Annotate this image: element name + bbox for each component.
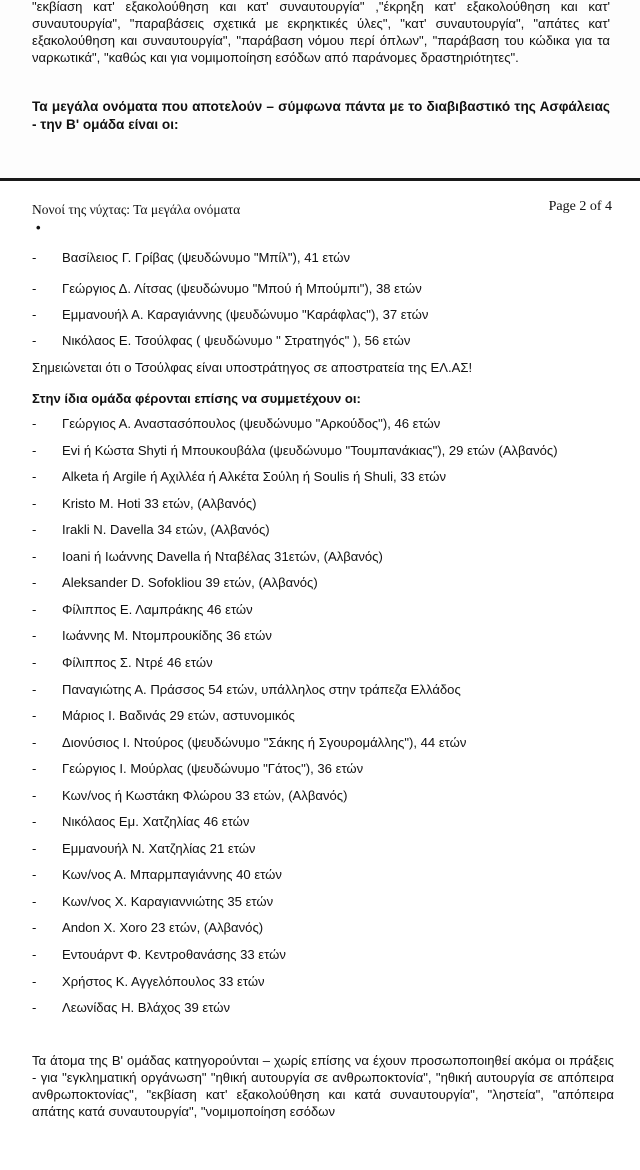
list-dash: - [32, 250, 37, 265]
participant-entry: Κων/νος ή Κωστάκη Φλώρου 33 ετών, (Αλβανός) [62, 788, 348, 803]
participant-entry: Alketa ή Argile ή Αχιλλέα ή Αλκέτα Σούλη ή Soulis ή Shuli, 33 ετών [62, 469, 447, 484]
list-item [32, 918, 622, 938]
participant-entry: Ιωάννης Μ. Ντομπρουκίδης 36 ετών [62, 628, 272, 643]
participant-entry: Διονύσιος Ι. Ντούρος (ψευδώνυμο "Σάκης ή Σγουρομάλλης"), 44 ετών [62, 735, 467, 750]
list-dash: - [32, 469, 37, 484]
member-entry: Εμμανουήλ Α. Καραγιάννης (ψευδώνυμο "Καράφλας"), 37 ετών [62, 307, 429, 322]
list-dash: - [32, 496, 37, 511]
list-dash: - [32, 894, 37, 909]
list-dash: - [32, 788, 37, 803]
page-indicator: Page 2 of 4 [548, 199, 612, 214]
list-dash: - [32, 761, 37, 776]
list-dash: - [32, 735, 37, 750]
list-item [32, 653, 622, 673]
list-dash: - [32, 443, 37, 458]
participant-entry: Γεώργιος Α. Αναστασόπουλος (ψευδώνυμο "Αρκούδος"), 46 ετών [62, 416, 441, 431]
previous-page-paragraph: "εκβίαση κατ' εξακολούθηση και κατ' συναυτουργία" ,"έκρηξη κατ' εξακολούθηση και κατ' συναυτουργία", "παραβάσεις σχετικά με εκρηκτικές ύλες", "κατ' συναυτουργία", "απάτες κατ' εξακολούθηση και συναυτουργία", "παράβαση νόμου περί όπλων", "παράβαση του κώδικα για τα ναρκωτικά", "καθώς και για νομιμοποίηση εσόδων από παράνομες δραστηριότητες". [32, 0, 610, 65]
participant-entry: Λεωνίδας Η. Βλάχος 39 ετών [62, 1000, 230, 1015]
list-item [32, 812, 622, 832]
participant-entry: Εντουάρντ Φ. Κεντροθανάσης 33 ετών [62, 947, 286, 962]
list-dash: - [32, 708, 37, 723]
list-dash: - [32, 655, 37, 670]
note-text: Σημειώνεται ότι ο Τσούλφας είναι υποστράτηγος σε αποστρατεία της ΕΛ.ΑΣ! [32, 360, 473, 375]
list-item [32, 279, 622, 299]
list-item [32, 786, 622, 806]
list-item [32, 892, 622, 912]
list-dash: - [32, 307, 37, 322]
participant-entry: Κων/νος Χ. Καραγιαννιώτης 35 ετών [62, 894, 274, 909]
list-dash: - [32, 947, 37, 962]
participant-entry: Εμμανουήλ Ν. Χατζηλίας 21 ετών [62, 841, 256, 856]
list-dash: - [32, 1000, 37, 1015]
participant-entry: Παναγιώτης Α. Πράσσος 54 ετών, υπάλληλος στην τράπεζα Ελλάδος [62, 682, 461, 697]
list-dash: - [32, 841, 37, 856]
list-dash: - [32, 920, 37, 935]
participant-entry: Μάριος Ι. Βαδινάς 29 ετών, αστυνομικός [62, 708, 295, 723]
list-item [32, 414, 622, 434]
participant-entry: Φίλιππος Ε. Λαμπράκης 46 ετών [62, 602, 253, 617]
participant-entry: Φίλιππος Σ. Ντρέ 46 ετών [62, 655, 213, 670]
list-item [32, 573, 622, 593]
list-item [32, 733, 622, 753]
list-item [32, 305, 622, 325]
list-item [32, 467, 622, 487]
participant-entry: Evi ή Κώστα Shyti ή Μπουκουβάλα (ψευδώνυμο "Τουμπανάκιας"), 29 ετών (Αλβανός) [62, 443, 558, 458]
list-dash: - [32, 281, 37, 296]
list-item [32, 248, 622, 268]
group-b-intro-heading: Τα μεγάλα ονόματα που αποτελούν – σύμφωνα πάντα με το διαβιβαστικό της Ασφάλειας - την Β' ομάδα είναι οι: [32, 99, 610, 132]
list-item [32, 972, 622, 992]
participant-entry: Kristo M. Hoti 33 ετών, (Αλβανός) [62, 496, 257, 511]
list-dash: - [32, 628, 37, 643]
participant-entry: Χρήστος Κ. Αγγελόπουλος 33 ετών [62, 974, 265, 989]
list-dash: - [32, 867, 37, 882]
list-item [32, 706, 622, 726]
participant-entry: Νικόλαος Εμ. Χατζηλίας 46 ετών [62, 814, 250, 829]
list-dash: - [32, 682, 37, 697]
list-item [32, 680, 622, 700]
list-dash: - [32, 522, 37, 537]
participant-entry: Κων/νος Α. Μπαρμπαγιάννης 40 ετών [62, 867, 282, 882]
list-item [32, 331, 622, 351]
participants-heading: Στην ίδια ομάδα φέρονται επίσης να συμμετέχουν οι: [32, 391, 361, 406]
bullet-marker: • [36, 220, 41, 235]
list-item [32, 520, 622, 540]
list-dash: - [32, 575, 37, 590]
participant-entry: Γεώργιος Ι. Μούρλας (ψευδώνυμο "Γάτος"), 36 ετών [62, 761, 364, 776]
participant-entry: Aleksander D. Sofokliou 39 ετών, (Αλβανός) [62, 575, 318, 590]
list-dash: - [32, 549, 37, 564]
member-entry: Βασίλειος Γ. Γρίβας (ψευδώνυμο "Μπίλ"), 41 ετών [62, 250, 350, 265]
list-item [32, 547, 622, 567]
list-dash: - [32, 974, 37, 989]
participant-entry: Irakli N. Davella 34 ετών, (Αλβανός) [62, 522, 270, 537]
list-dash: - [32, 333, 37, 348]
member-entry: Νικόλαος Ε. Τσούλφας ( ψευδώνυμο " Στρατηγός" ), 56 ετών [62, 333, 411, 348]
list-item [32, 494, 622, 514]
document-title: Νονοί της νύχτας: Τα μεγάλα ονόματα [32, 202, 241, 217]
previous-page-section [0, 0, 640, 178]
list-dash: - [32, 814, 37, 829]
list-dash: - [32, 416, 37, 431]
list-item [32, 865, 622, 885]
participant-entry: Andon X. Xoro 23 ετών, (Αλβανός) [62, 920, 264, 935]
list-item [32, 945, 622, 965]
page-divider [0, 178, 640, 181]
list-item [32, 839, 622, 859]
list-dash: - [32, 602, 37, 617]
list-item [32, 626, 622, 646]
closing-paragraph: Τα άτομα της Β' ομάδας κατηγορούνται – χωρίς επίσης να έχουν προσωποποιηθεί ακόμα οι πράξεις - για "εγκληματική οργάνωση" "ηθική αυτουργία σε ανθρωποκτονία", "ηθική αυτουργία σε απόπειρα ανθρωποκτονίας", "εκβίαση κατ' εξακολούθηση και κατά συναυτουργία", "ληστεία", "απόπειρα απάτης κατά συναυτουργία", "νομιμοποίηση εσόδων [32, 1053, 614, 1119]
member-entry: Γεώργιος Δ. Λίτσας (ψευδώνυμο "Μπού ή Μπούμπι"), 38 ετών [62, 281, 422, 296]
list-item [32, 759, 622, 779]
participant-entry: Ioani ή Ιωάννης Davella ή Νταβέλας 31ετών, (Αλβανός) [62, 549, 383, 564]
list-item [32, 998, 622, 1018]
list-item [32, 600, 622, 620]
list-item [32, 441, 622, 461]
